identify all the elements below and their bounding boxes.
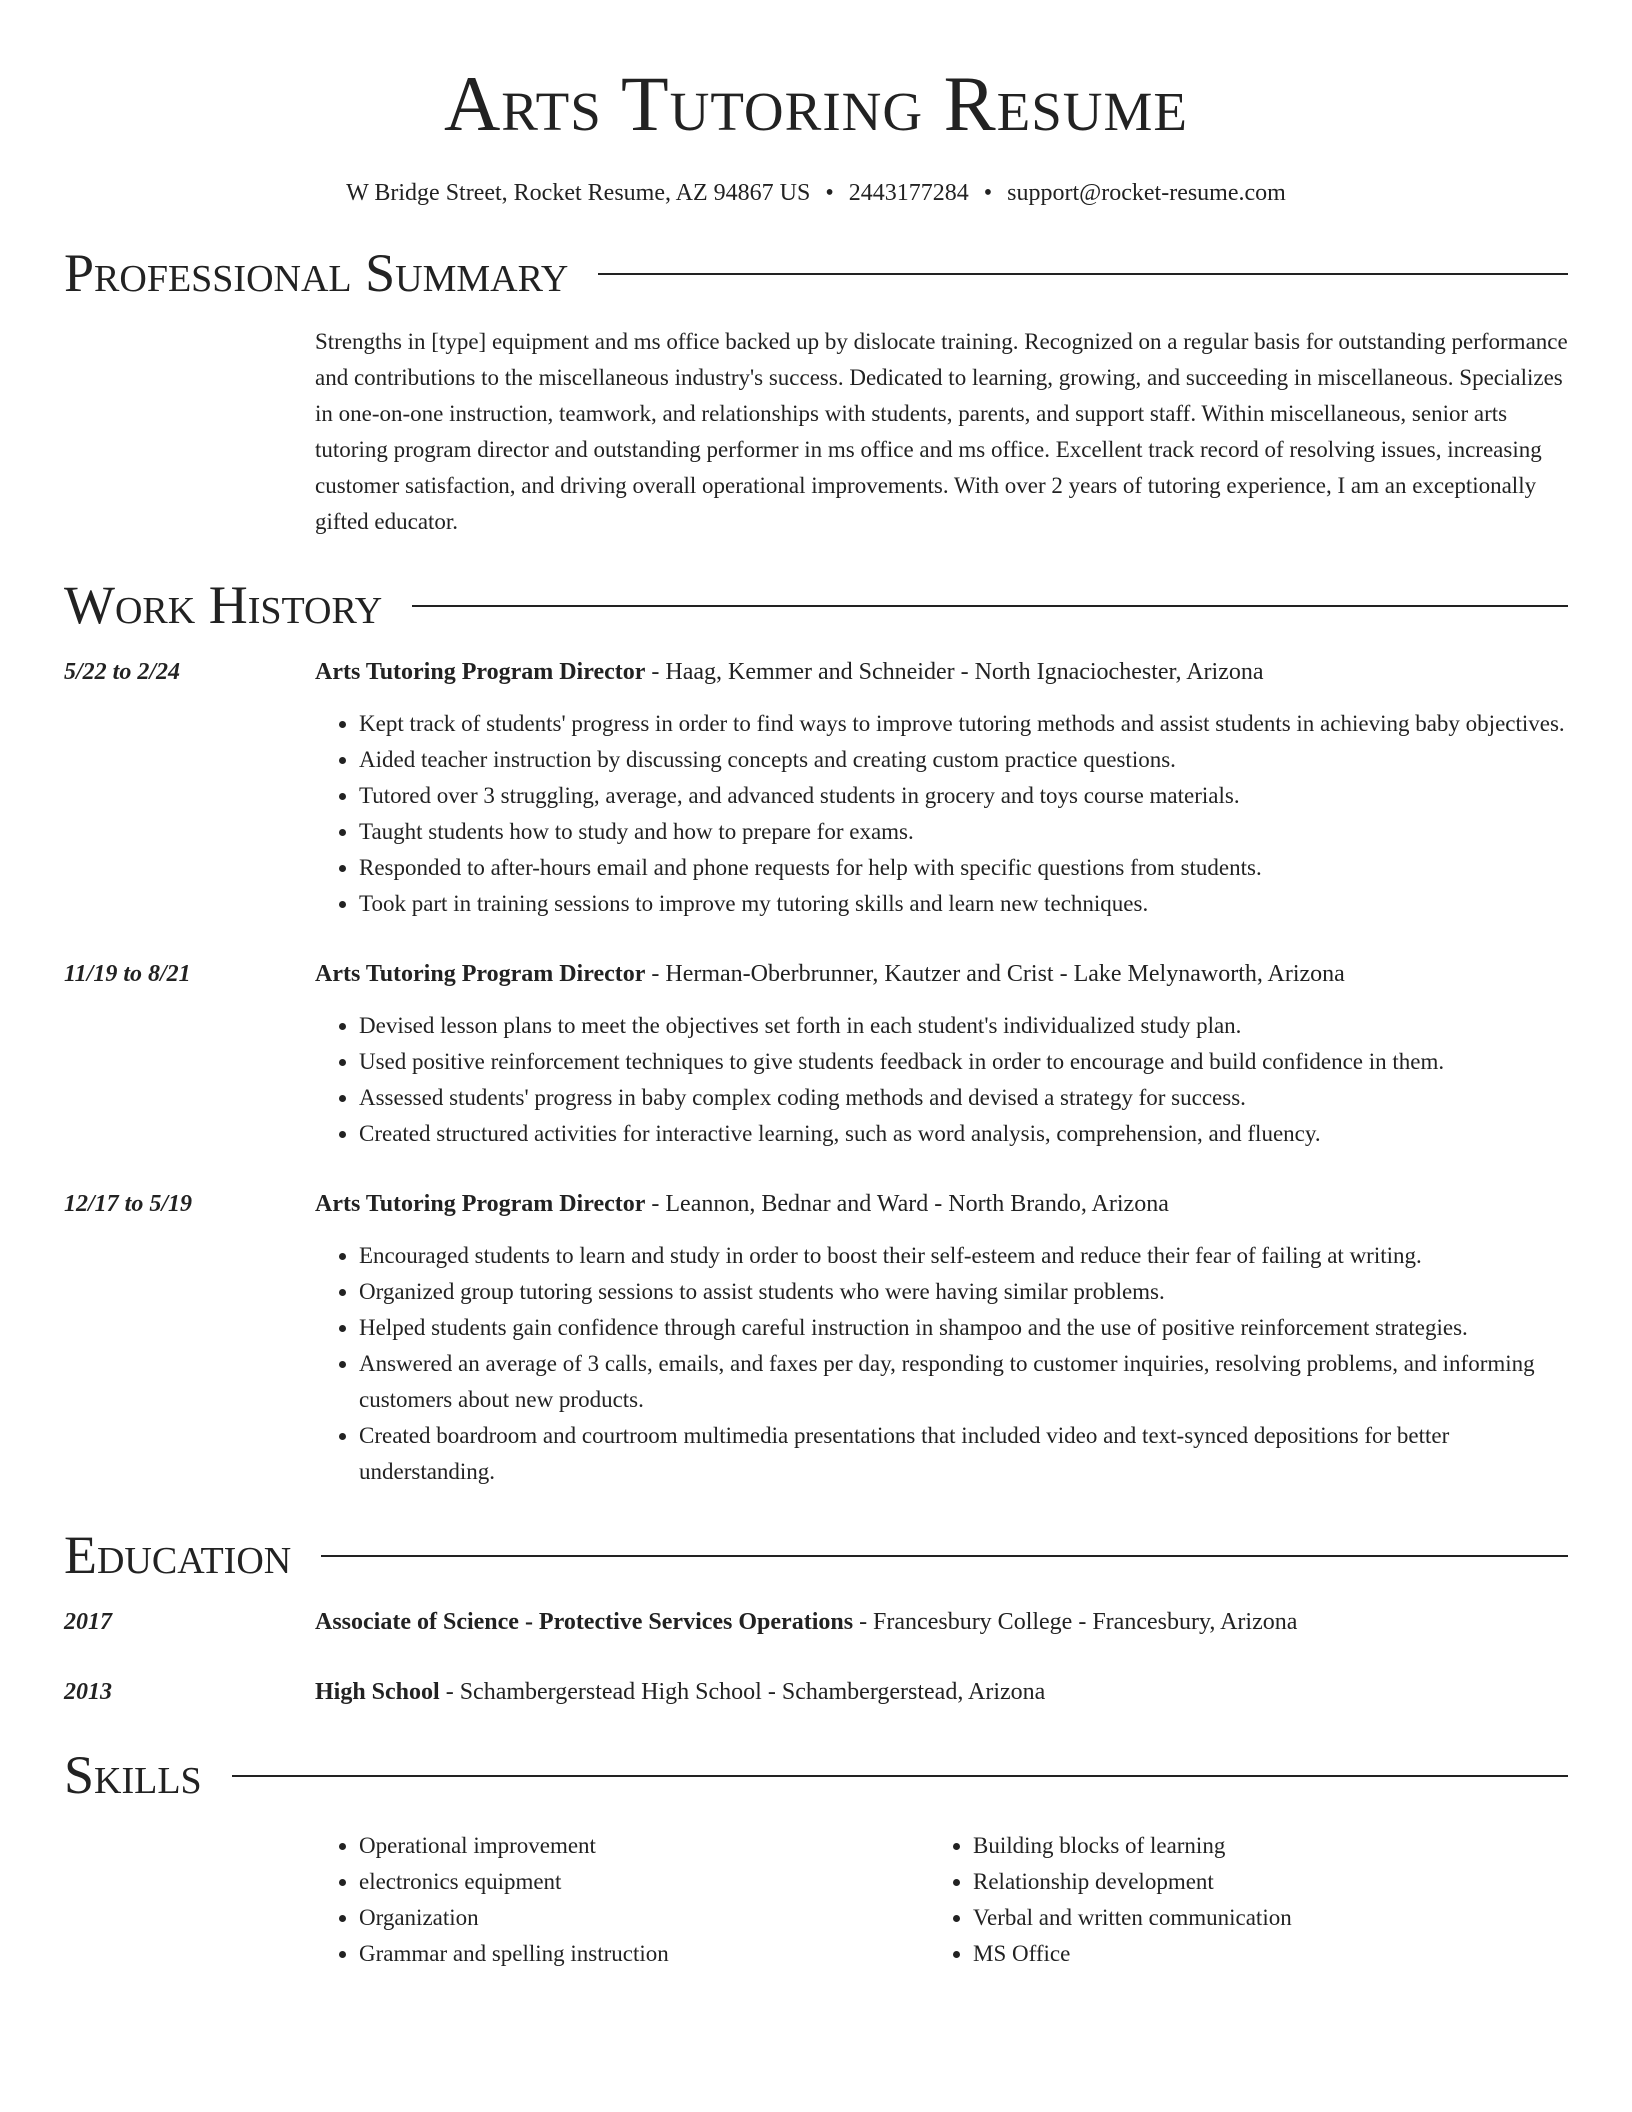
section-divider xyxy=(321,1555,1568,1557)
resume-title: Arts Tutoring Resume xyxy=(443,60,1189,147)
job-bullets xyxy=(315,1008,1568,1152)
job-headline xyxy=(315,956,1568,992)
job-bullet: • Taught students how to study and how to prepare for exams. xyxy=(359,814,1568,850)
skills-section-header xyxy=(64,1744,1568,1806)
job-entry xyxy=(64,1186,1568,1490)
skills-list xyxy=(315,1828,1568,1972)
job-bullet: • Created boardroom and courtroom multimedia presentations that included video and text-synced depositions for better understanding. xyxy=(359,1418,1568,1490)
job-bullet: • Responded to after-hours email and phone requests for help with specific questions from students. xyxy=(359,850,1568,886)
job-bullet: • Devised lesson plans to meet the objectives set forth in each student's individualized study plan. xyxy=(359,1008,1568,1044)
education-section-header xyxy=(64,1524,1568,1586)
section-divider xyxy=(598,273,1568,275)
skill-item: • MS Office xyxy=(973,1936,1292,1972)
education-details: - Schambergerstead High School - Schambergerstead, Arizona xyxy=(439,1679,1046,1705)
job-headline xyxy=(315,1186,1568,1222)
education-degree: High School xyxy=(315,1679,440,1705)
education-entry xyxy=(64,1604,1568,1640)
job-bullet: • Helped students gain confidence through careful instruction in shampoo and the use of positive reinforcement strategies. xyxy=(359,1310,1568,1346)
job-bullet: • Used positive reinforcement techniques to give students feedback in order to encourage and build confidence in them. xyxy=(359,1044,1568,1080)
education-headline xyxy=(315,1604,1568,1640)
job-details: - Haag, Kemmer and Schneider - North Ignaciochester, Arizona xyxy=(645,659,1264,685)
skills-column-right xyxy=(929,1828,1292,1972)
education-headline xyxy=(315,1674,1568,1710)
job-role: Arts Tutoring Program Director xyxy=(315,961,646,987)
job-bullet: • Encouraged students to learn and study in order to boost their self-esteem and reduce their fear of failing at writing. xyxy=(359,1238,1568,1274)
summary-text: Strengths in [type] equipment and ms office backed up by dislocate training. Recognized on a regular basis for outstanding performance and contributions to the miscellaneous industry's success. Dedicated to learning, growing, and succeeding in miscellaneous. Specializes in one-on-one instruction, teamwork, and relationships with students, parents, and support staff. Within miscellaneous, senior arts tutoring program director and outstanding performer in ms office and ms office. Excellent track record of resolving issues, increasing customer satisfaction, and driving overall operational improvements. With over 2 years of tutoring experience, I am an exceptionally gifted educator. xyxy=(315,329,1568,534)
contact-line xyxy=(64,178,1568,208)
contact-separator: • xyxy=(825,180,834,206)
contact-email: support@rocket-resume.com xyxy=(1007,180,1286,206)
job-details: - Leannon, Bednar and Ward - North Brando, Arizona xyxy=(645,1191,1169,1217)
job-bullet: • Aided teacher instruction by discussing concepts and creating custom practice questions. xyxy=(359,742,1568,778)
skill-item: • Verbal and written communication xyxy=(973,1900,1292,1936)
job-details: - Herman-Oberbrunner, Kautzer and Crist - Lake Melynaworth, Arizona xyxy=(645,961,1345,987)
education-degree: Associate of Science - Protective Services Operations xyxy=(315,1609,854,1635)
skills-column-left xyxy=(315,1828,929,1972)
section-divider xyxy=(232,1775,1568,1777)
job-headline xyxy=(315,654,1568,690)
education-year: 2013 xyxy=(64,1679,112,1705)
job-entry xyxy=(64,956,1568,1152)
skill-item: • Organization xyxy=(359,1900,929,1936)
job-bullet: • Assessed students' progress in baby complex coding methods and devised a strategy for success. xyxy=(359,1080,1568,1116)
skill-item: • Operational improvement xyxy=(359,1828,929,1864)
job-bullets xyxy=(315,1238,1568,1490)
job-bullet: • Created structured activities for interactive learning, such as word analysis, comprehension, and fluency. xyxy=(359,1116,1568,1152)
skills-section-title: Skills xyxy=(64,1745,202,1805)
work-section-header xyxy=(64,574,1568,636)
contact-phone: 2443177284 xyxy=(848,180,969,206)
education-details: - Francesbury College - Francesbury, Arizona xyxy=(853,1609,1298,1635)
education-year: 2017 xyxy=(64,1609,112,1635)
job-bullet: • Organized group tutoring sessions to assist students who were having similar problems. xyxy=(359,1274,1568,1310)
job-bullet: • Tutored over 3 struggling, average, and advanced students in grocery and toys course materials. xyxy=(359,778,1568,814)
job-bullet: • Kept track of students' progress in order to find ways to improve tutoring methods and assist students in achieving baby objectives. xyxy=(359,706,1568,742)
contact-address: W Bridge Street, Rocket Resume, AZ 94867 US xyxy=(346,180,811,206)
job-bullet: • Answered an average of 3 calls, emails, and faxes per day, responding to customer inquiries, resolving problems, and informing customers about new products. xyxy=(359,1346,1568,1418)
work-section-title: Work History xyxy=(64,575,383,635)
job-dates: 11/19 to 8/21 xyxy=(64,961,191,987)
job-entry xyxy=(64,654,1568,922)
education-entry xyxy=(64,1674,1568,1710)
skill-item: • Building blocks of learning xyxy=(973,1828,1292,1864)
job-bullet: • Took part in training sessions to improve my tutoring skills and learn new techniques. xyxy=(359,886,1568,922)
skill-item: • Relationship development xyxy=(973,1864,1292,1900)
skill-item: • electronics equipment xyxy=(359,1864,929,1900)
job-role: Arts Tutoring Program Director xyxy=(315,1191,646,1217)
job-bullets xyxy=(315,706,1568,922)
contact-separator: • xyxy=(983,180,993,206)
job-dates: 5/22 to 2/24 xyxy=(64,659,181,685)
summary-section-title: Professional Summary xyxy=(64,243,569,303)
summary-section-header xyxy=(64,242,1568,304)
section-divider xyxy=(412,605,1568,607)
education-section-title: Education xyxy=(64,1525,292,1585)
job-dates: 12/17 to 5/19 xyxy=(64,1191,193,1217)
skill-item: • Grammar and spelling instruction xyxy=(359,1936,929,1972)
job-role: Arts Tutoring Program Director xyxy=(315,659,646,685)
